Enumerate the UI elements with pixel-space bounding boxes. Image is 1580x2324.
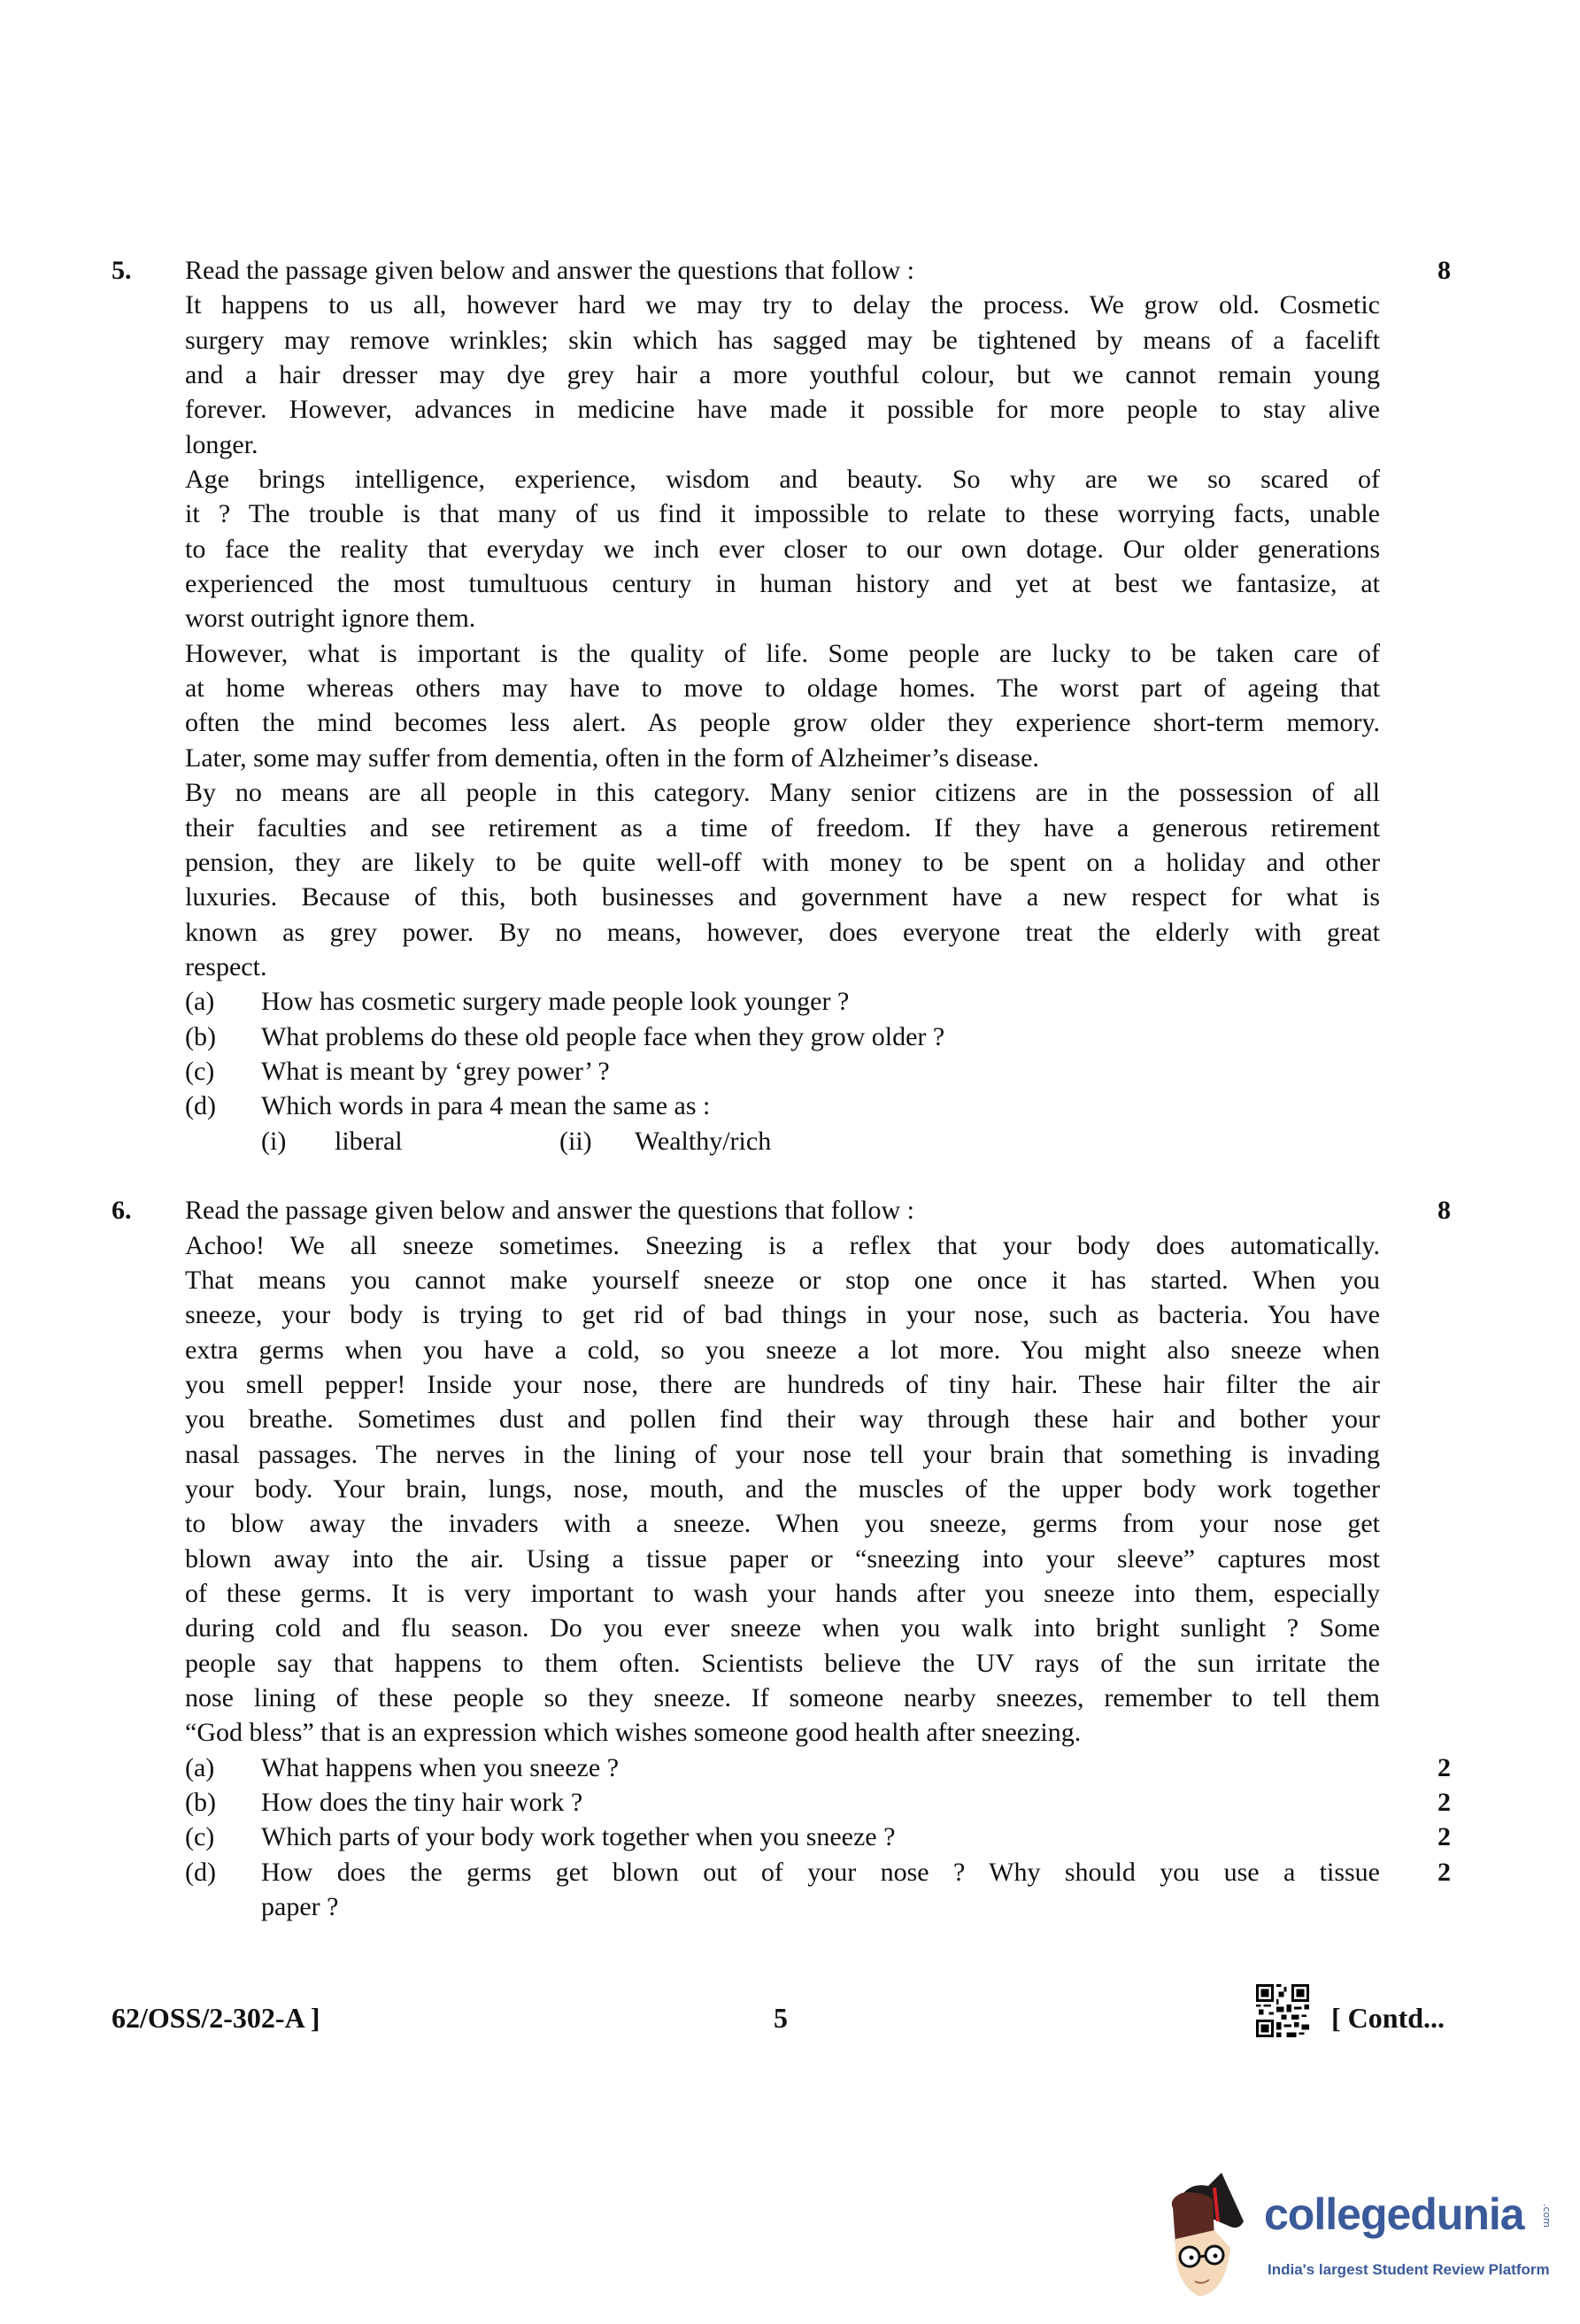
- question-header: [0, 253, 1580, 288]
- sub-question-text: What happens when you sneeze ?: [261, 1752, 620, 1782]
- sub-question-label: (b): [185, 1021, 216, 1051]
- passage-text: sneeze, your body is trying to get rid of bad things in your nose, such as bacteria. You have: [185, 1300, 1380, 1330]
- passage-line: [0, 496, 1580, 531]
- passage-text: “God bless” that is an expression which wishes someone good health after sneezing.: [185, 1718, 1082, 1748]
- passage-line: [0, 915, 1580, 950]
- passage-line: [0, 845, 1580, 880]
- question-instruction: Read the passage given below and answer the questions that follow :: [185, 1196, 914, 1226]
- sub-question: [0, 1089, 1580, 1123]
- passage-text: you smell pepper! Inside your nose, there are hundreds of tiny hair. These hair filter the air: [185, 1370, 1380, 1399]
- question-number: 6.: [112, 1196, 132, 1226]
- sub-question-text: How has cosmetic surgery made people look younger ?: [261, 987, 850, 1017]
- sub-question: [0, 1054, 1580, 1089]
- passage-line: [0, 532, 1580, 566]
- passage-text: longer.: [185, 429, 258, 459]
- sub-question: [0, 1020, 1580, 1054]
- question-header: [0, 1193, 1580, 1227]
- passage-line: [0, 358, 1580, 392]
- passage-line: [0, 1646, 1580, 1681]
- mascot-icon: [1160, 2168, 1261, 2301]
- sub-question-text: paper ?: [261, 1892, 339, 1922]
- passage-text: during cold and flu season. Do you ever sneeze when you walk into bright sunlight ? Some: [185, 1613, 1380, 1643]
- passage-line: [0, 1506, 1580, 1541]
- word-item-label: (i): [261, 1126, 287, 1156]
- passage-text: Later, some may suffer from dementia, often in the form of Alzheimer’s disease.: [185, 743, 1039, 773]
- passage-line: [0, 1681, 1580, 1715]
- passage-text: That means you cannot make yourself sneeze or stop one once it has started. When you: [185, 1265, 1380, 1295]
- sub-question-label: (a): [185, 987, 215, 1017]
- sub-question-marks: 2: [1437, 1857, 1451, 1887]
- passage-line: [0, 1228, 1580, 1263]
- passage-text: worst outright ignore them.: [185, 604, 476, 634]
- passage-line: [0, 323, 1580, 358]
- passage-line: [0, 392, 1580, 427]
- passage-text: nasal passages. The nerves in the lining of your nose tell your brain that something is invading: [185, 1439, 1380, 1469]
- passage-text: often the mind becomes less alert. As people grow older they experience short-term memory.: [185, 708, 1380, 738]
- question-marks: 8: [1437, 1196, 1451, 1226]
- passage-line: [0, 1367, 1580, 1402]
- sub-question-label: (c): [185, 1056, 215, 1086]
- passage-text: your body. Your brain, lungs, nose, mouth, and the muscles of the upper body work together: [185, 1474, 1380, 1504]
- passage-text: their faculties and see retirement as a time of freedom. If they have a generous retirement: [185, 812, 1380, 843]
- passage-line: [0, 288, 1580, 322]
- passage-line: [0, 636, 1580, 671]
- passage-text: to face the reality that everyday we inch ever closer to our own dotage. Our older generations: [185, 534, 1380, 564]
- sub-question: [0, 1751, 1580, 1785]
- brand-tagline: India's largest Student Review Platform: [1268, 2261, 1550, 2278]
- sub-question-label: (d): [185, 1857, 216, 1887]
- sub-question: [0, 1820, 1580, 1854]
- sub-question-marks: 2: [1437, 1822, 1451, 1852]
- passage-line: [0, 1472, 1580, 1506]
- passage-text: known as grey power. By no means, however, does everyone treat the elderly with great: [185, 917, 1380, 947]
- passage-line: [0, 1402, 1580, 1436]
- sub-question-text: Which words in para 4 mean the same as :: [261, 1091, 711, 1121]
- brand-domain: .com: [1541, 2204, 1553, 2228]
- sub-question: [0, 1889, 1580, 1924]
- passage-text: pension, they are likely to be quite well-off with money to be spent on a holiday and other: [185, 847, 1380, 877]
- passage-line: [0, 1611, 1580, 1645]
- word-item-label: (ii): [559, 1126, 592, 1156]
- question-number: 5.: [112, 256, 132, 285]
- page-number: 5: [774, 2002, 788, 2034]
- passage-line: [0, 741, 1580, 775]
- passage-text: blown away into the air. Using a tissue paper or “sneezing into your sleeve” captures most: [185, 1543, 1380, 1574]
- passage-text: surgery may remove wrinkles; skin which has sagged may be tightened by means of a facelift: [185, 325, 1380, 355]
- passage-text: you breathe. Sometimes dust and pollen find their way through these hair and bother your: [185, 1404, 1380, 1435]
- question-marks: 8: [1437, 256, 1451, 285]
- question-instruction: Read the passage given below and answer the questions that follow :: [185, 256, 914, 285]
- passage-line: [0, 1333, 1580, 1367]
- question-paper-body: [0, 253, 1580, 1925]
- passage-line: [0, 705, 1580, 740]
- passage-line: [0, 427, 1580, 462]
- passage-text: luxuries. Because of this, both businesses and government have a new respect for what is: [185, 882, 1380, 912]
- sub-question-label: (d): [185, 1091, 216, 1121]
- brand-name: collegedunia: [1264, 2189, 1524, 2239]
- sub-question-label: (a): [185, 1752, 215, 1782]
- qr-code-icon: [1256, 1984, 1309, 2037]
- passage-text: it ? The trouble is that many of us find it impossible to relate to these worrying facts, unable: [185, 499, 1380, 529]
- passage-text: However, what is important is the quality of life. Some people are lucky to be taken care of: [185, 638, 1380, 668]
- passage-line: [0, 811, 1580, 845]
- passage-line: [0, 671, 1580, 705]
- sub-question-marks: 2: [1437, 1788, 1451, 1818]
- passage-text: It happens to us all, however hard we may try to delay the process. We grow old. Cosmetic: [185, 290, 1380, 320]
- sub-question: [0, 1785, 1580, 1820]
- passage-line: [0, 950, 1580, 984]
- sub-question-label: (b): [185, 1788, 216, 1818]
- sub-question-text: What is meant by ‘grey power’ ?: [261, 1056, 610, 1086]
- question-spacer: [0, 1158, 1580, 1193]
- sub-question: [0, 984, 1580, 1019]
- passage-text: respect.: [185, 951, 267, 981]
- passage-text: and a hair dresser may dye grey hair a more youthful colour, but we cannot remain young: [185, 360, 1380, 390]
- word-items: [0, 1124, 1580, 1158]
- sub-question-text: Which parts of your body work together when you sneeze ?: [261, 1822, 896, 1852]
- word-item-word: liberal: [335, 1126, 403, 1156]
- sub-question: [0, 1855, 1580, 1889]
- passage-text: forever. However, advances in medicine have made it possible for more people to stay alive: [185, 395, 1380, 425]
- word-item-word: Wealthy/rich: [635, 1126, 772, 1156]
- sub-question-text: What problems do these old people face when they grow older ?: [261, 1021, 945, 1051]
- passage-text: of these germs. It is very important to wash your hands after you sneeze into them, especially: [185, 1579, 1380, 1609]
- passage-text: people say that happens to them often. Scientists believe the UV rays of the sun irritate the: [185, 1648, 1380, 1678]
- passage-line: [0, 1715, 1580, 1750]
- passage-text: experienced the most tumultuous century in human history and yet at best we fantasize, at: [185, 569, 1380, 599]
- passage-text: nose lining of these people so they sneeze. If someone nearby sneezes, remember to tell them: [185, 1683, 1380, 1713]
- passage-line: [0, 1437, 1580, 1472]
- sub-question-marks: 2: [1437, 1752, 1451, 1782]
- sub-question-text: How does the germs get blown out of your nose ? Why should you use a tissue: [261, 1857, 1380, 1887]
- collegedunia-watermark: [1160, 2168, 1576, 2301]
- passage-line: [0, 566, 1580, 601]
- passage-line: [0, 462, 1580, 496]
- paper-code: 62/OSS/2-302-A ]: [112, 2002, 320, 2034]
- passage-line: [0, 1297, 1580, 1332]
- passage-text: Age brings intelligence, experience, wisdom and beauty. So why are we so scared of: [185, 465, 1380, 495]
- passage-text: at home whereas others may have to move to oldage homes. The worst part of ageing that: [185, 673, 1380, 704]
- passage-line: [0, 880, 1580, 914]
- sub-question-text: How does the tiny hair work ?: [261, 1788, 583, 1818]
- passage-line: [0, 1263, 1580, 1297]
- passage-line: [0, 775, 1580, 810]
- passage-text: to blow away the invaders with a sneeze. When you sneeze, germs from your nose get: [185, 1509, 1380, 1539]
- passage-line: [0, 1542, 1580, 1576]
- passage-text: By no means are all people in this category. Many senior citizens are in the possession of all: [185, 778, 1380, 808]
- sub-question-label: (c): [185, 1822, 215, 1852]
- passage-text: extra germs when you have a cold, so you sneeze a lot more. You might also sneeze when: [185, 1335, 1380, 1365]
- passage-line: [0, 1576, 1580, 1611]
- continued-label: [ Contd...: [1331, 2002, 1445, 2034]
- passage-line: [0, 601, 1580, 635]
- passage-text: Achoo! We all sneeze sometimes. Sneezing is a reflex that your body does automatically.: [185, 1230, 1380, 1260]
